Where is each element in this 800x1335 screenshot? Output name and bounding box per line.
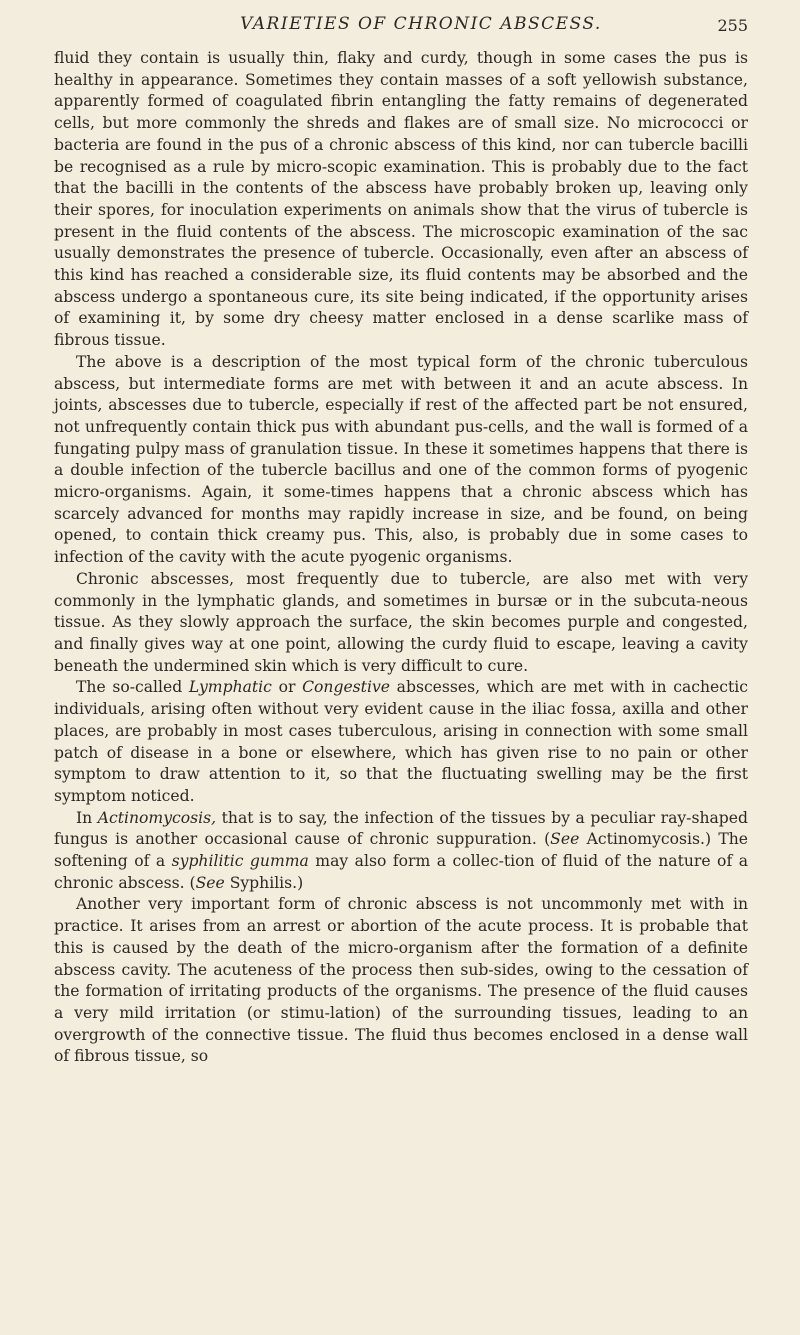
paragraph-intermediate-forms: The above is a description of the most typical form of the chronic tuberculous abscess, but intermediate forms are met with between it and an acute abscess. In joints, abscesses due to tubercle, especially if rest of the affected part be not ensured, not unfrequently contain thick pus with abundant pus-cells, and the wall is formed of a fungating pulpy mass of granulation tissue. In these it sometimes happens that there is a double infection of the tubercle bacillus and one of the common forms of pyogenic micro-organisms. Again, it some-times happens that a chronic abscess which has scarcely advanced for months may rapidly increase in size, and be found, on being opened, to contain thick creamy pus. This, also, is probably due in some cases to infection of the cavity with the acute pyogenic organisms.: [54, 352, 748, 567]
page-number: 255: [717, 16, 748, 35]
page-header: [54, 0, 748, 44]
text-run: Actinomycosis.) The softening of a: [54, 830, 748, 871]
text-run: abscesses, which are met with in cachectic individuals, arising often without very evident cause in the iliac fossa, axilla and other places, are probably in most cases tuberculous, arising in connection with some small patch of disease in a bone or elsewhere, which has given rise to no pain or other symptom to draw attention to it, so that the fluctuating swelling may be the first symptom noticed.: [54, 678, 748, 805]
text-run: that is to say, the infection of the tissues by a peculiar ray-shaped fungus is another occasional cause of chronic suppuration. (: [54, 808, 748, 849]
term-actinomycosis: Actinomycosis,: [97, 808, 217, 827]
text-run: In: [76, 808, 98, 827]
text-run: or: [271, 678, 303, 697]
paragraph-congestive-abscess: [54, 677, 748, 807]
paragraph-arrested-abscess: Another very important form of chronic abscess is not uncommonly met with in practice. It arises from an arrest or abortion of the acute process. It is probable that this is caused by the death of the micro-organism after the formation of a definite abscess cavity. The acuteness of the process then sub-sides, owing to the cessation of the formation of irritating products of the organisms. The presence of the fluid causes a very mild irritation (or stimu-lation) of the surrounding tissues, leading to an overgrowth of the connective tissue. The fluid thus becomes enclosed in a dense wall of fibrous tissue, so: [54, 895, 748, 1066]
text-run: Syphilis.): [224, 873, 304, 892]
running-head: VARIETIES OF CHRONIC ABSCESS.: [240, 14, 602, 34]
text-run: The so-called: [76, 678, 189, 697]
term-congestive: Congestive: [302, 678, 390, 697]
text-run: may also form a collec-tion of fluid of the nature of a chronic abscess. (: [54, 852, 748, 892]
body-text: [54, 48, 748, 1068]
paragraph-pus-contents: fluid they contain is usually thin, flaky and curdy, though in some cases the pus is healthy in appearance. Sometimes they contain masses of a soft yellowish substance, apparently formed of coagulated fibrin entangling the fatty remains of degenerated cells, but more commonly the shreds and flakes are of small size. No micrococci or bacteria are found in the pus of a chronic abscess of this kind, nor can tubercle bacilli be recognised as a rule by micro-scopic examination. This is probably due to the fact that the bacilli in the contents of the abscess have probably broken up, leaving only their spores, for inoculation experiments on animals show that the virus of tubercle is present in the fluid contents of the abscess. The microscopic examination of the sac usually demonstrates the presence of tubercle. Occasionally, even after an abscess of this kind has reached a considerable size, its fluid contents may be absorbed and the abscess undergo a spontaneous cure, its site being indicated, if the opportunity arises of examining it, by some dry cheesy matter enclosed in a dense scarlike mass of fibrous tissue.: [54, 49, 748, 350]
see-reference: See: [550, 830, 580, 849]
paragraph-actinomycosis: [54, 808, 748, 895]
see-reference: See: [195, 873, 225, 892]
term-syphilitic-gumma: syphilitic gumma: [171, 852, 309, 871]
term-lymphatic: Lymphatic: [188, 678, 272, 697]
paragraph-lymphatic-glands: Chronic abscesses, most frequently due to tubercle, are also met with very commonly in the lymphatic glands, and sometimes in bursæ or in the subcuta-neous tissue. As they slowly approach the surface, the skin becomes purple and congested, and finally gives way at one point, allowing the curdy fluid to escape, leaving a cavity beneath the undermined skin which is very difficult to cure.: [54, 569, 748, 675]
